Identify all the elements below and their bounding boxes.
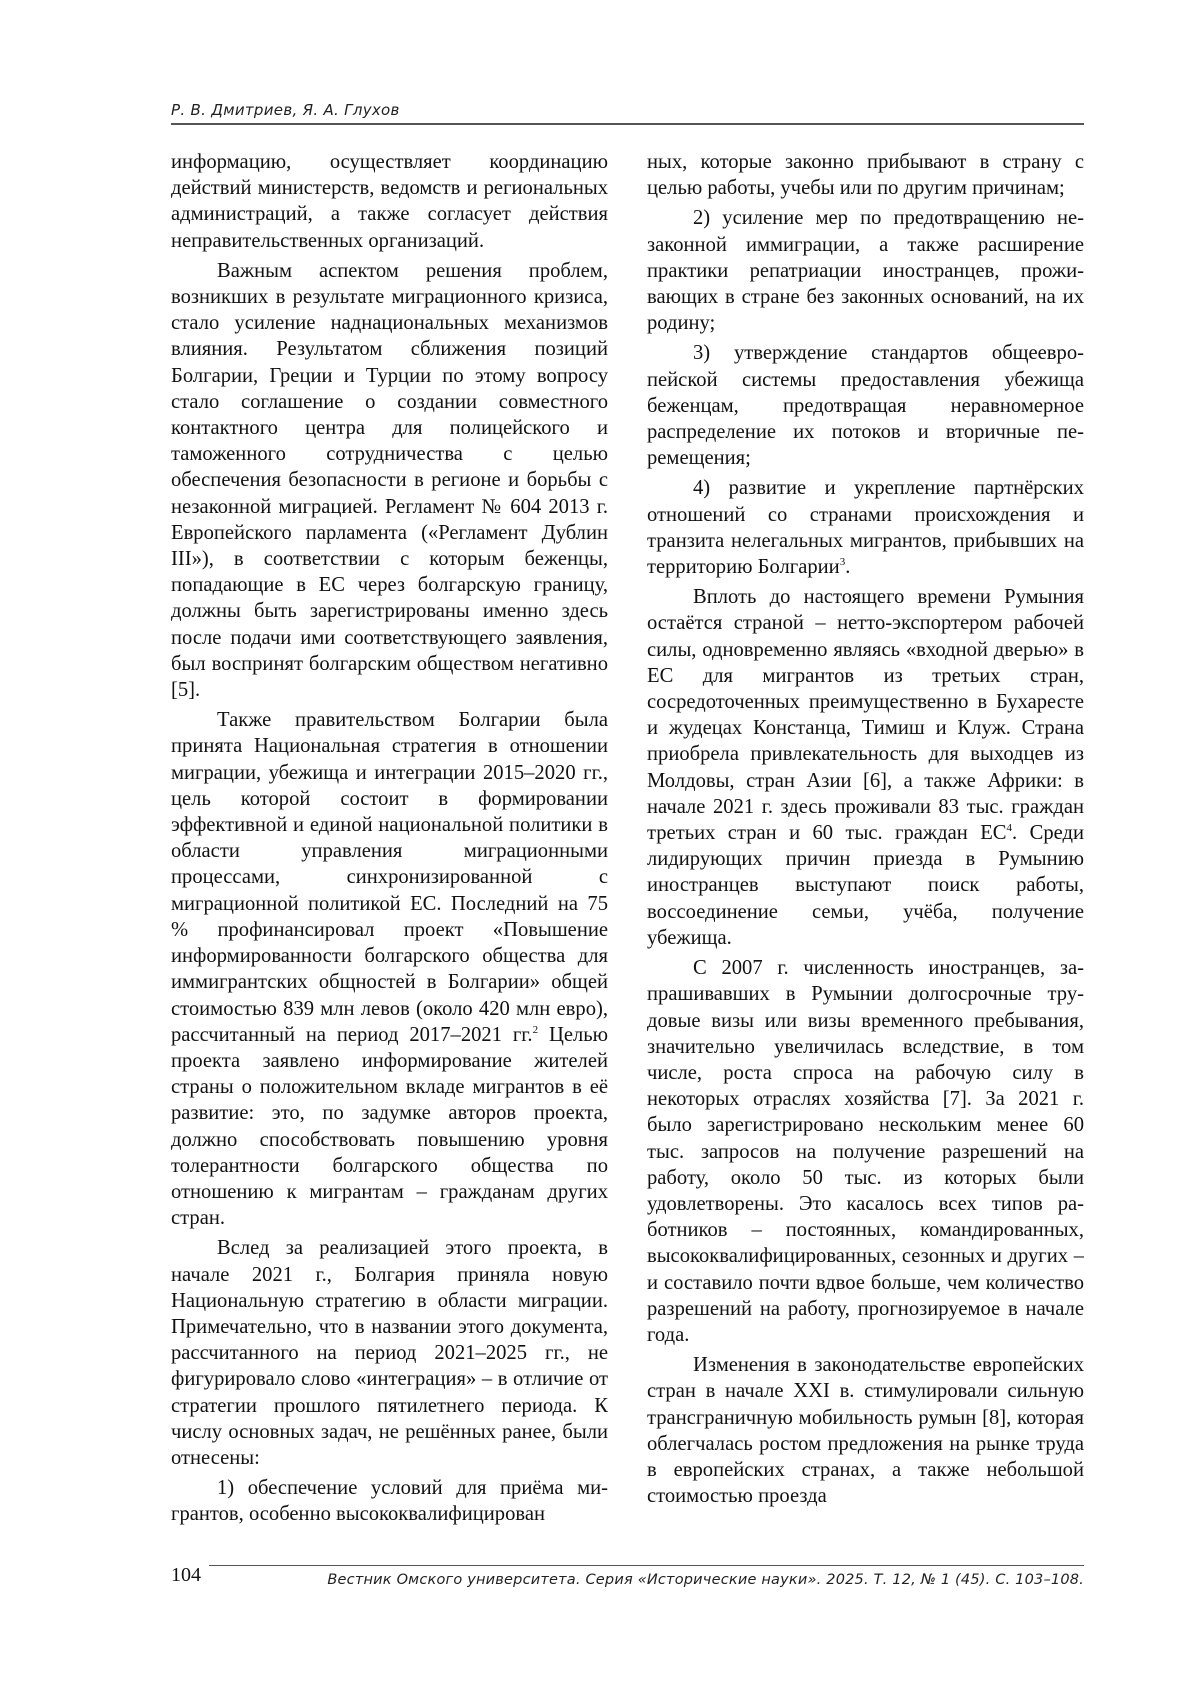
footer-rule — [209, 1565, 1084, 1566]
paragraph-text: Также правительством Болгарии была принята Национальная стратегия в отношении миграции, убежища и интеграции 2015–2020 гг., цель которой состоит в формировании эффективной и единой национальной политики в области управления миграционными процессами, синхронизированной с миграционной политикой ЕС. Последний на 75 % профинансировал проект «Повышение информированности болгарского общества для иммигрантских общностей в Болгарии» общей стоимостью 839 млн левов (около 420 млн евро), рассчитанный на период 2017–2021 гг. — [171, 709, 608, 1046]
paragraph: С 2007 г. численность иностранцев, запрашивавших в Румынии долгосрочные трудовые визы или визы временного пребывания, значительно увеличилась вследствие, в том числе, роста спроса на рабочую силу в некоторых отраслях хозяйства [7]. За 2021 г. было зарегистрировано нескольким менее 60 тыс. запросов на получение разрешений на работу, около 50 тыс. из которых были удовлетворены. Это касалось всех типов работников – постоянных, командированных, высококвалифицированных, сезонных и других – и составило почти вдвое больше, чем количество разрешений на работу, прогнозируемое в начале года. — [647, 957, 1084, 1346]
footnote-marker: 2 — [532, 1023, 539, 1036]
footnote-marker: 4 — [1006, 822, 1013, 835]
journal-citation: Вестник Омского университета. Серия «Исторические науки». 2025. Т. 12, № 1 (45). С. 103–108. — [327, 1572, 1084, 1588]
paragraph-text: Целью проекта заявлено информирование жителей страны о положительном вкладе мигрантов в её развитие: это, по задумке авторов проекта, должно способствовать повышению уровня толерантности болгарского общества по отношению к мигрантам – гражданам других стран. — [171, 1023, 608, 1230]
paragraph-text: Вплоть до настоящего времени Румыния остаётся страной – нетто-экспортером рабочей силы, одновременно являясь «входной дверью» в ЕС для мигрантов из третьих стран, сосредоточенных преимущественно в Бухаресте и жудецах Констанца, Тимиш и Клуж. Страна приобрела привлекательность для выходцев из Молдовы, стран Азии [6], а также Африки: в начале 2021 г. здесь проживали 83 тыс. граждан третьих стран и 60 тыс. граждан ЕС — [647, 586, 1084, 845]
paragraph-text: . — [845, 556, 851, 579]
list-item: 2) усиление мер по предотвращению незаконной иммиграции, а также расширение практики репатриации иностранцев, проживающих в стране без законных оснований, на их родину; — [647, 207, 1084, 335]
paragraph-with-footnote — [647, 584, 1084, 951]
page-number: 104 — [171, 1564, 201, 1586]
list-item: 3) утверждение стандартов общеевропейской системы предоставления убежища беженцам, предотвращая неравномерное распределение их потоков и вторичные перемещения; — [647, 342, 1084, 470]
list-item: 1) обеспечение условий для приёма мигрантов, особенно высококвалифицирован — [171, 1477, 608, 1526]
footnote-marker: 3 — [839, 556, 846, 569]
list-item-with-footnote — [647, 475, 1084, 580]
header-rule — [171, 123, 1084, 125]
paragraph-continued: ных, которые законно прибывают в страну с целью работы, учебы или по другим причинам; — [647, 151, 1084, 200]
running-head-authors: Р. В. Дмитриев, Я. А. Глухов — [171, 101, 400, 119]
right-column — [647, 149, 1084, 1544]
paragraph: Вслед за реализацией этого проекта, в начале 2021 г., Болгария приняла новую Национальную стратегию в области миграции. Примечательно, что в названии этого документа, рассчитанного на период 2021–2025 гг., не фигурировало слово «интеграция» – в отличие от стратегии прошлого пятилетнего периода. К числу основных задач, не решённых ранее, были отнесены: — [171, 1237, 608, 1469]
left-column — [171, 149, 608, 1544]
paragraph-with-footnote — [171, 707, 608, 1231]
paragraph-continued: информацию, осуществляет координацию действий министерств, ведомств и региональных администраций, а также согласует действия неправительственных организаций. — [171, 151, 608, 252]
paragraph: Изменения в законодательстве европейских стран в начале XXI в. стимулировали сильную трансграничную мобильность румын [8], которая облегчалась ростом предложения на рынке труда в европейских странах, а также небольшой стоимостью проезда — [647, 1354, 1084, 1508]
paragraph-text: 4) развитие и укрепление партнёрских отношений со странами происхождения и транзита нелегальных мигрантов, прибывших на территорию Болгарии — [647, 477, 1084, 579]
paragraph: Важным аспектом решения проблем, возникших в результате миграционного кризиса, стало усиление наднациональных механизмов влияния. Результатом сближения позиций Болгарии, Греции и Турции по этому вопросу стало соглашение о создании совместного контактного центра для полицейского и таможенного сотрудничества с целью обеспечения безопасности в регионе и борьбы с незаконной миграцией. Регламент № 604 2013 г. Европейского парламента («Регламент Дублин III»), в соответствии с которым беженцы, попадающие в ЕС через болгарскую границу, должны быть зарегистрированы именно здесь после подачи ими соответствующего заявления, был воспринят болгарским обществом негативно [5]. — [171, 259, 608, 702]
paragraph-text: . Среди лидирующих причин приезда в Румынию иностранцев выступают поиск работы, воссоединение семьи, учёба, получение убежища. — [647, 822, 1084, 949]
